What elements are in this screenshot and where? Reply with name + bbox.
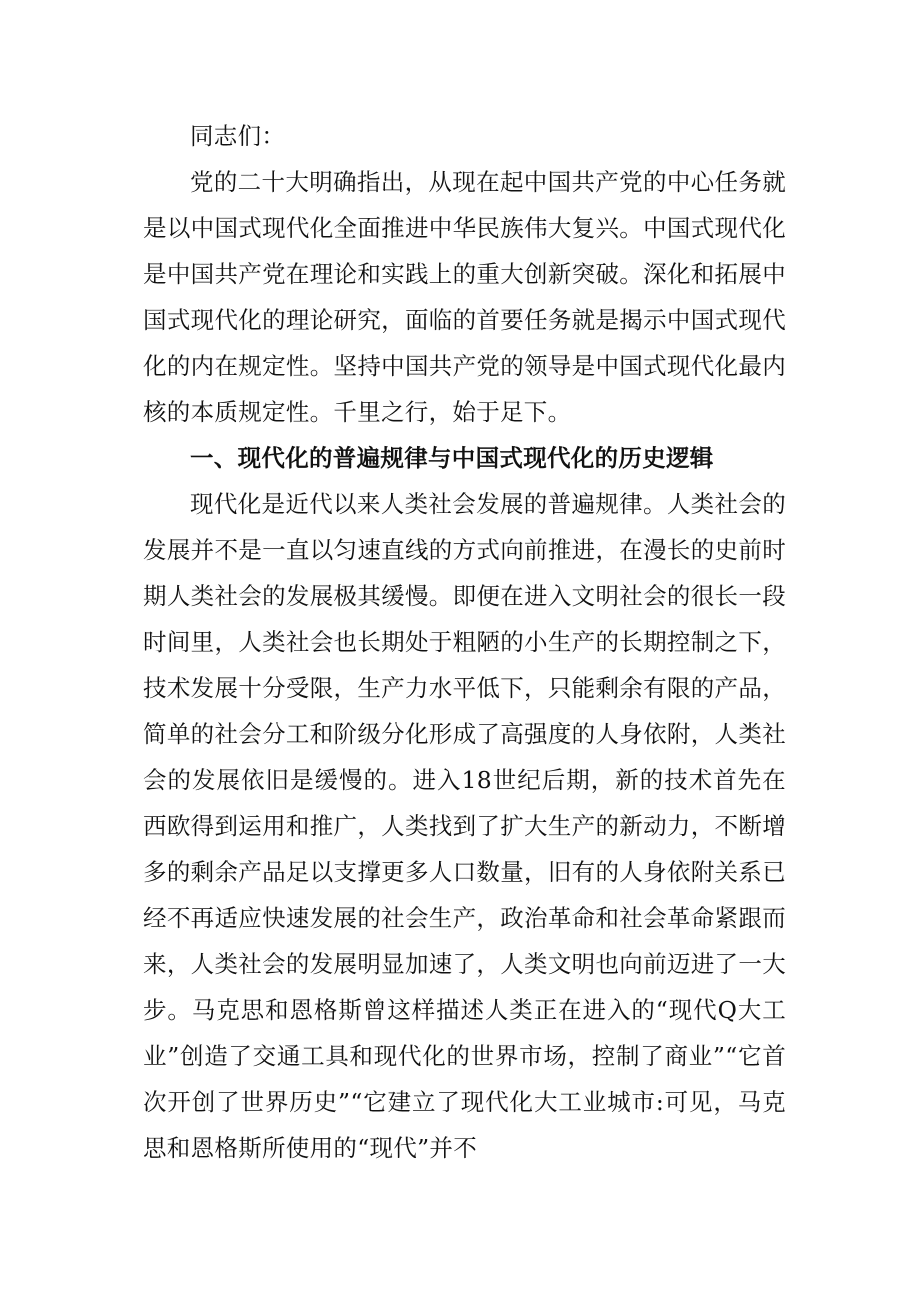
body-paragraph: 现代化是近代以来人类社会发展的普遍规律。人类社会的发展并不是一直以匀速直线的方式向前推进，在漫长的史前时期人类社会的发展极其缓慢。即便在进入文明社会的很长一段时间里，人类社会也长期处于粗陋的小生产的长期控制之下，技术发展十分受限，生产力水平低下，只能剩余有限的产品，简单的社会分工和阶级分化形成了高强度的人身依附，人类社会的发展依旧是缓慢的。进入18世纪后期，新的技术首先在西欧得到运用和推广，人类找到了扩大生产的新动力，不断增多的剩余产品足以支撑更多人口数量，旧有的人身依附关系已经不再适应快速发展的社会生产，政治革命和社会革命紧跟而来，人类社会的发展明显加速了，人类文明也向前迈进了一大步。马克思和恩格斯曾这样描述人类正在进入的“现代Q大工业”创造了交通工具和现代化的世界市场，控制了商业”“它首次开创了世界历史”“它建立了现代化大工业城市:可见，马克思和恩格斯所使用的“现代”并不 [143, 490, 786, 1162]
section-heading: 一、现代化的普遍规律与中国式现代化的历史逻辑 [190, 444, 714, 472]
intro-paragraph: 党的二十大明确指出，从现在起中国共产党的中心任务就是以中国式现代化全面推进中华民族伟大复兴。中国式现代化是中国共产党在理论和实践上的重大创新突破。深化和拓展中国式现代化的理论研究，面临的首要任务就是揭示中国式现代化的内在规定性。坚持中国共产党的领导是中国式现代化最内核的本质规定性。千里之行，始于足下。 [143, 168, 786, 426]
salutation: 同志们： [190, 122, 286, 150]
